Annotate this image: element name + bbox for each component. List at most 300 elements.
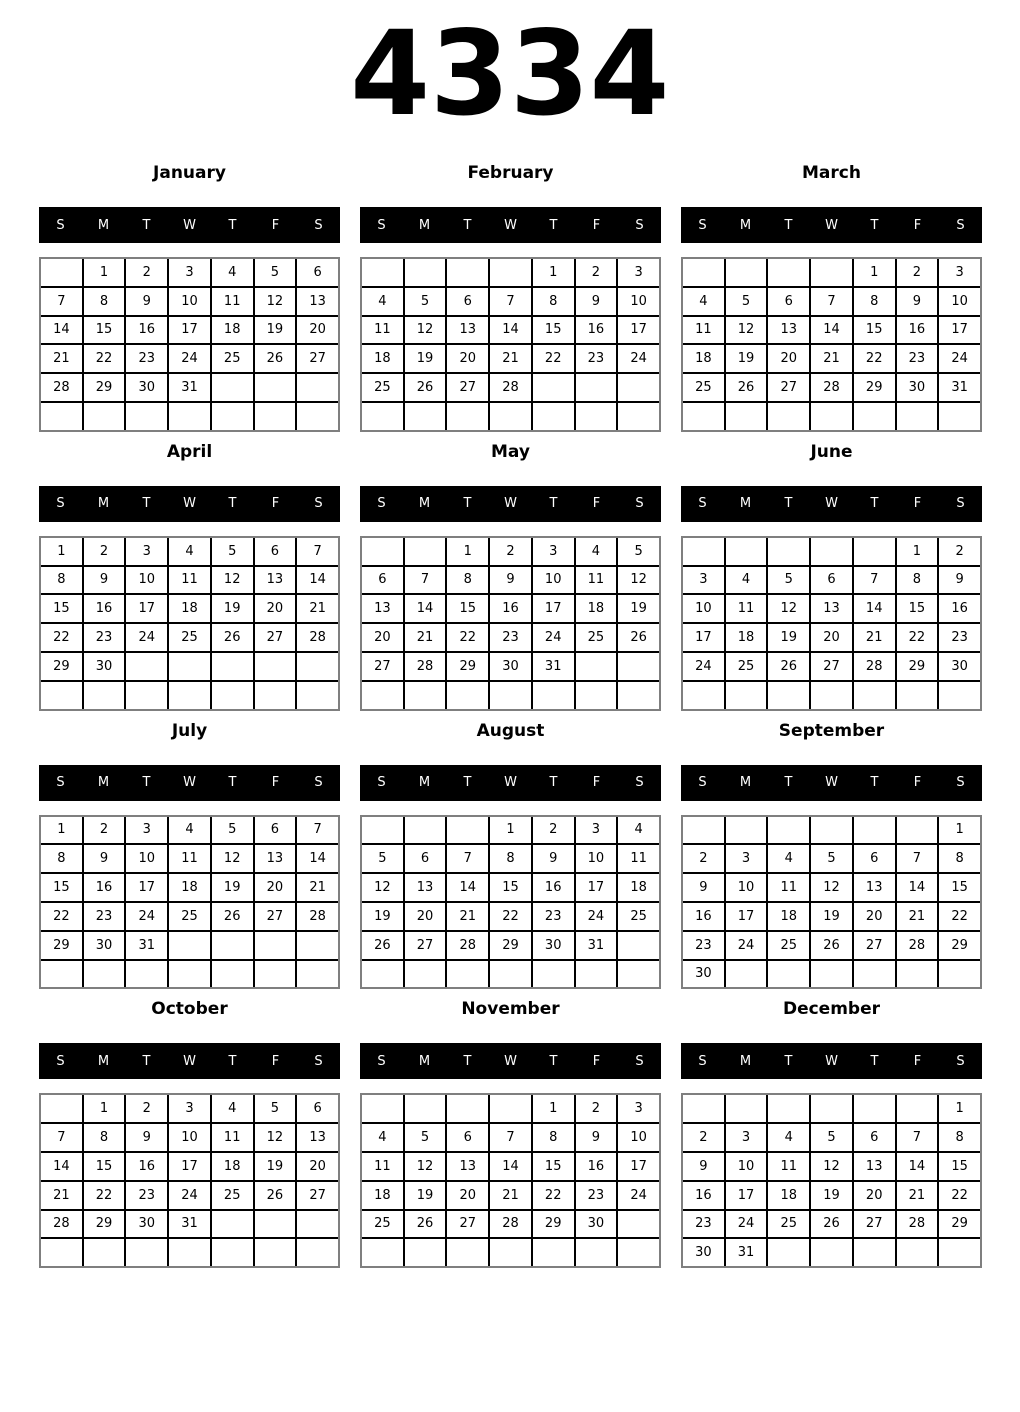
day-cell — [811, 259, 852, 286]
day-cell: 10 — [533, 567, 574, 594]
day-cell — [212, 1211, 253, 1238]
day-cell: 4 — [362, 288, 403, 315]
day-cell — [490, 1239, 531, 1266]
day-cell: 28 — [490, 1211, 531, 1238]
day-cell: 1 — [84, 259, 125, 286]
day-cell: 31 — [726, 1239, 767, 1266]
day-cell: 6 — [811, 567, 852, 594]
day-cell: 14 — [297, 567, 338, 594]
weekday-label: W — [183, 1053, 196, 1069]
day-grid — [360, 1093, 661, 1268]
day-cell: 7 — [447, 845, 488, 872]
weekday-label: S — [956, 496, 965, 512]
day-cell: 29 — [939, 1211, 980, 1238]
day-cell: 22 — [447, 624, 488, 651]
day-cell: 6 — [768, 288, 809, 315]
day-cell: 25 — [618, 903, 659, 930]
day-cell: 6 — [297, 259, 338, 286]
month-name-label: October — [151, 999, 228, 1020]
day-cell: 27 — [854, 932, 895, 959]
day-cell: 7 — [405, 567, 446, 594]
weekday-label: F — [271, 217, 280, 233]
day-cell: 15 — [897, 595, 938, 622]
weekday-label: T — [142, 496, 151, 512]
day-cell: 4 — [576, 538, 617, 565]
day-cell: 10 — [726, 1153, 767, 1180]
day-cell — [362, 1095, 403, 1122]
weekday-label: S — [635, 775, 644, 791]
day-cell: 12 — [212, 845, 253, 872]
day-cell: 8 — [533, 1124, 574, 1151]
day-cell: 11 — [362, 1153, 403, 1180]
weekday-label: F — [913, 217, 922, 233]
day-cell: 10 — [169, 288, 210, 315]
weekday-header-bar — [39, 1043, 340, 1079]
day-cell: 3 — [126, 538, 167, 565]
month-february — [360, 162, 661, 432]
day-cell: 2 — [126, 1095, 167, 1122]
day-cell: 25 — [362, 374, 403, 401]
day-cell: 11 — [169, 845, 210, 872]
day-cell: 11 — [169, 567, 210, 594]
day-cell: 26 — [768, 653, 809, 680]
day-cell: 14 — [447, 874, 488, 901]
day-cell: 10 — [126, 845, 167, 872]
day-cell: 30 — [683, 1239, 724, 1266]
day-cell: 18 — [212, 317, 253, 344]
day-cell: 9 — [84, 567, 125, 594]
day-cell — [447, 1095, 488, 1122]
day-cell — [726, 682, 767, 709]
day-cell: 8 — [490, 845, 531, 872]
day-cell — [297, 1239, 338, 1266]
day-cell: 11 — [726, 595, 767, 622]
day-cell — [939, 682, 980, 709]
day-cell: 19 — [726, 345, 767, 372]
day-cell — [726, 538, 767, 565]
weekday-header-bar — [681, 1043, 982, 1079]
day-cell: 21 — [405, 624, 446, 651]
day-cell: 21 — [811, 345, 852, 372]
day-cell: 19 — [255, 1153, 296, 1180]
day-cell — [255, 1211, 296, 1238]
day-cell: 15 — [533, 317, 574, 344]
day-cell: 1 — [84, 1095, 125, 1122]
day-cell — [533, 374, 574, 401]
day-cell — [768, 817, 809, 844]
day-cell: 11 — [362, 317, 403, 344]
day-cell: 26 — [811, 932, 852, 959]
day-cell — [169, 932, 210, 959]
day-cell: 5 — [811, 845, 852, 872]
day-cell — [41, 961, 82, 988]
day-cell: 19 — [768, 624, 809, 651]
day-cell: 28 — [897, 1211, 938, 1238]
day-cell — [490, 961, 531, 988]
day-cell: 15 — [939, 874, 980, 901]
day-cell: 19 — [811, 1182, 852, 1209]
day-cell — [768, 961, 809, 988]
day-cell: 24 — [169, 345, 210, 372]
day-cell: 18 — [169, 874, 210, 901]
day-cell: 15 — [854, 317, 895, 344]
weekday-label: F — [592, 496, 601, 512]
month-name-label: June — [810, 441, 853, 462]
day-cell: 8 — [84, 288, 125, 315]
day-cell: 6 — [854, 1124, 895, 1151]
day-cell: 1 — [41, 538, 82, 565]
day-cell: 25 — [212, 1182, 253, 1209]
day-cell: 17 — [576, 874, 617, 901]
day-cell: 7 — [41, 1124, 82, 1151]
day-cell: 31 — [939, 374, 980, 401]
day-cell: 30 — [84, 932, 125, 959]
day-cell: 2 — [576, 1095, 617, 1122]
day-cell — [576, 1239, 617, 1266]
day-cell — [41, 1239, 82, 1266]
weekday-label: M — [739, 1053, 752, 1069]
day-cell: 3 — [618, 259, 659, 286]
day-cell: 1 — [939, 817, 980, 844]
day-cell: 22 — [897, 624, 938, 651]
day-cell: 26 — [255, 1182, 296, 1209]
day-cell: 2 — [84, 817, 125, 844]
day-cell: 21 — [897, 1182, 938, 1209]
day-cell: 8 — [84, 1124, 125, 1151]
day-cell: 20 — [768, 345, 809, 372]
day-cell: 27 — [447, 1211, 488, 1238]
day-cell: 29 — [939, 932, 980, 959]
day-cell: 7 — [490, 1124, 531, 1151]
day-cell: 5 — [405, 1124, 446, 1151]
day-cell — [897, 817, 938, 844]
day-cell: 19 — [362, 903, 403, 930]
day-cell: 17 — [618, 1153, 659, 1180]
weekday-label: W — [183, 775, 196, 791]
weekday-label: S — [635, 217, 644, 233]
day-cell: 4 — [768, 1124, 809, 1151]
day-cell — [897, 1239, 938, 1266]
day-cell: 17 — [618, 317, 659, 344]
day-cell: 27 — [768, 374, 809, 401]
day-cell: 16 — [897, 317, 938, 344]
day-cell: 4 — [169, 817, 210, 844]
day-cell: 12 — [212, 567, 253, 594]
day-cell — [84, 682, 125, 709]
day-cell — [405, 403, 446, 430]
day-cell: 18 — [768, 903, 809, 930]
day-cell: 9 — [683, 1153, 724, 1180]
day-cell — [212, 403, 253, 430]
day-grid — [681, 257, 982, 432]
weekday-label: T — [228, 217, 237, 233]
day-cell — [618, 374, 659, 401]
weekday-label: S — [956, 1053, 965, 1069]
day-cell — [811, 1095, 852, 1122]
day-cell: 22 — [41, 903, 82, 930]
day-cell: 12 — [768, 595, 809, 622]
weekday-label: T — [463, 1053, 472, 1069]
weekday-label: M — [97, 775, 110, 791]
day-cell: 2 — [939, 538, 980, 565]
day-cell: 23 — [939, 624, 980, 651]
day-cell: 15 — [84, 1153, 125, 1180]
day-cell: 4 — [212, 259, 253, 286]
day-cell: 22 — [490, 903, 531, 930]
day-grid — [39, 1093, 340, 1268]
day-cell — [576, 653, 617, 680]
day-cell: 31 — [169, 374, 210, 401]
day-cell: 13 — [362, 595, 403, 622]
day-cell: 24 — [126, 624, 167, 651]
day-cell — [726, 403, 767, 430]
month-december — [681, 998, 982, 1268]
day-cell: 30 — [126, 1211, 167, 1238]
weekday-label: M — [97, 496, 110, 512]
day-cell — [854, 1095, 895, 1122]
day-cell — [768, 682, 809, 709]
day-cell: 25 — [169, 624, 210, 651]
day-cell: 26 — [811, 1211, 852, 1238]
day-cell: 17 — [169, 1153, 210, 1180]
day-cell: 9 — [84, 845, 125, 872]
day-cell: 24 — [533, 624, 574, 651]
month-september — [681, 720, 982, 990]
day-cell: 9 — [576, 288, 617, 315]
month-name-label: February — [467, 163, 554, 183]
day-cell: 18 — [576, 595, 617, 622]
day-cell — [447, 682, 488, 709]
day-cell: 14 — [897, 1153, 938, 1180]
day-cell — [533, 403, 574, 430]
weekday-label: S — [377, 1053, 386, 1069]
day-cell: 1 — [897, 538, 938, 565]
day-cell: 13 — [811, 595, 852, 622]
day-cell: 6 — [447, 288, 488, 315]
day-cell: 20 — [255, 874, 296, 901]
weekday-header-bar — [681, 486, 982, 522]
weekday-label: T — [784, 217, 793, 233]
day-cell — [726, 259, 767, 286]
day-cell: 17 — [169, 317, 210, 344]
day-cell: 21 — [297, 874, 338, 901]
day-cell — [811, 682, 852, 709]
day-grid — [39, 536, 340, 711]
day-cell: 14 — [405, 595, 446, 622]
day-cell: 19 — [405, 1182, 446, 1209]
day-cell: 18 — [618, 874, 659, 901]
day-cell: 23 — [533, 903, 574, 930]
day-cell — [126, 403, 167, 430]
day-cell: 2 — [683, 845, 724, 872]
day-cell — [854, 682, 895, 709]
day-cell — [362, 1239, 403, 1266]
day-cell — [405, 538, 446, 565]
day-cell: 19 — [255, 317, 296, 344]
day-cell — [533, 961, 574, 988]
day-cell: 13 — [297, 288, 338, 315]
weekday-label: W — [825, 1053, 838, 1069]
day-cell: 6 — [362, 567, 403, 594]
day-cell — [405, 259, 446, 286]
day-cell: 21 — [41, 345, 82, 372]
day-cell: 28 — [41, 1211, 82, 1238]
month-name-label: December — [782, 999, 881, 1020]
month-january — [39, 162, 340, 432]
day-cell: 1 — [533, 259, 574, 286]
month-name-label: March — [802, 163, 861, 183]
day-cell: 16 — [533, 874, 574, 901]
day-cell: 7 — [897, 1124, 938, 1151]
day-cell — [447, 817, 488, 844]
day-cell: 21 — [41, 1182, 82, 1209]
day-cell — [811, 403, 852, 430]
day-cell: 20 — [297, 317, 338, 344]
day-cell: 20 — [297, 1153, 338, 1180]
weekday-label: M — [739, 217, 752, 233]
day-cell: 15 — [41, 874, 82, 901]
day-cell: 2 — [576, 259, 617, 286]
day-cell — [683, 403, 724, 430]
day-cell: 18 — [683, 345, 724, 372]
day-cell: 15 — [41, 595, 82, 622]
day-cell: 3 — [576, 817, 617, 844]
day-cell: 1 — [41, 817, 82, 844]
day-cell: 14 — [854, 595, 895, 622]
day-cell: 24 — [618, 1182, 659, 1209]
day-cell: 13 — [854, 1153, 895, 1180]
weekday-label: M — [97, 217, 110, 233]
day-cell — [405, 682, 446, 709]
day-cell — [297, 653, 338, 680]
day-cell — [405, 1239, 446, 1266]
day-cell: 25 — [576, 624, 617, 651]
day-cell: 4 — [362, 1124, 403, 1151]
weekday-label: T — [784, 1053, 793, 1069]
day-cell — [362, 817, 403, 844]
weekday-label: T — [228, 1053, 237, 1069]
weekday-label: W — [183, 217, 196, 233]
day-cell — [362, 961, 403, 988]
day-cell: 1 — [939, 1095, 980, 1122]
day-cell — [169, 682, 210, 709]
day-cell: 9 — [490, 567, 531, 594]
day-grid — [681, 1093, 982, 1268]
day-cell — [297, 1211, 338, 1238]
day-cell: 15 — [939, 1153, 980, 1180]
month-name-label: September — [778, 720, 885, 741]
day-cell — [126, 682, 167, 709]
day-cell — [854, 538, 895, 565]
day-cell — [212, 961, 253, 988]
day-cell — [618, 1239, 659, 1266]
weekday-header-bar — [39, 207, 340, 243]
day-cell: 27 — [297, 345, 338, 372]
day-cell: 16 — [490, 595, 531, 622]
month-name-label: November — [461, 999, 560, 1020]
day-cell: 23 — [683, 1211, 724, 1238]
day-cell: 24 — [169, 1182, 210, 1209]
day-cell: 11 — [212, 1124, 253, 1151]
day-cell: 1 — [533, 1095, 574, 1122]
weekday-label: T — [142, 1053, 151, 1069]
day-cell: 12 — [811, 874, 852, 901]
day-cell: 29 — [533, 1211, 574, 1238]
day-cell: 9 — [683, 874, 724, 901]
day-cell — [169, 961, 210, 988]
weekday-label: F — [271, 1053, 280, 1069]
day-cell — [297, 961, 338, 988]
weekday-label: S — [56, 775, 65, 791]
day-cell: 1 — [490, 817, 531, 844]
weekday-label: W — [183, 496, 196, 512]
day-cell — [939, 1239, 980, 1266]
weekday-label: S — [314, 217, 323, 233]
weekday-header-bar — [681, 765, 982, 801]
day-cell: 23 — [84, 903, 125, 930]
day-cell — [811, 817, 852, 844]
day-cell: 31 — [126, 932, 167, 959]
day-cell — [405, 817, 446, 844]
weekday-header-bar — [39, 486, 340, 522]
day-cell: 28 — [897, 932, 938, 959]
day-cell: 8 — [897, 567, 938, 594]
weekday-label: S — [956, 217, 965, 233]
day-cell: 22 — [84, 1182, 125, 1209]
day-cell: 15 — [533, 1153, 574, 1180]
weekday-header-bar — [360, 1043, 661, 1079]
weekday-label: M — [739, 775, 752, 791]
day-cell: 5 — [212, 817, 253, 844]
day-cell: 29 — [897, 653, 938, 680]
day-cell: 27 — [255, 624, 296, 651]
day-cell: 17 — [726, 903, 767, 930]
day-cell: 21 — [490, 345, 531, 372]
weekday-label: S — [698, 496, 707, 512]
day-cell — [768, 1095, 809, 1122]
day-cell — [255, 403, 296, 430]
day-cell: 19 — [212, 595, 253, 622]
day-cell: 10 — [618, 288, 659, 315]
day-cell: 9 — [126, 1124, 167, 1151]
day-cell: 25 — [683, 374, 724, 401]
day-cell — [683, 1095, 724, 1122]
day-cell: 25 — [768, 1211, 809, 1238]
day-cell: 23 — [84, 624, 125, 651]
weekday-label: F — [592, 217, 601, 233]
day-cell: 2 — [126, 259, 167, 286]
day-cell: 12 — [726, 317, 767, 344]
day-cell: 3 — [726, 1124, 767, 1151]
day-cell: 17 — [939, 317, 980, 344]
weekday-label: W — [825, 496, 838, 512]
day-cell: 23 — [126, 345, 167, 372]
day-cell: 20 — [362, 624, 403, 651]
weekday-header-bar — [360, 207, 661, 243]
month-june — [681, 441, 982, 711]
day-cell: 22 — [84, 345, 125, 372]
day-cell — [297, 374, 338, 401]
day-cell — [490, 259, 531, 286]
day-cell: 21 — [447, 903, 488, 930]
day-cell — [84, 403, 125, 430]
weekday-label: T — [870, 496, 879, 512]
day-cell: 28 — [447, 932, 488, 959]
day-cell: 27 — [297, 1182, 338, 1209]
day-cell: 12 — [362, 874, 403, 901]
day-cell: 11 — [768, 1153, 809, 1180]
day-cell: 18 — [169, 595, 210, 622]
